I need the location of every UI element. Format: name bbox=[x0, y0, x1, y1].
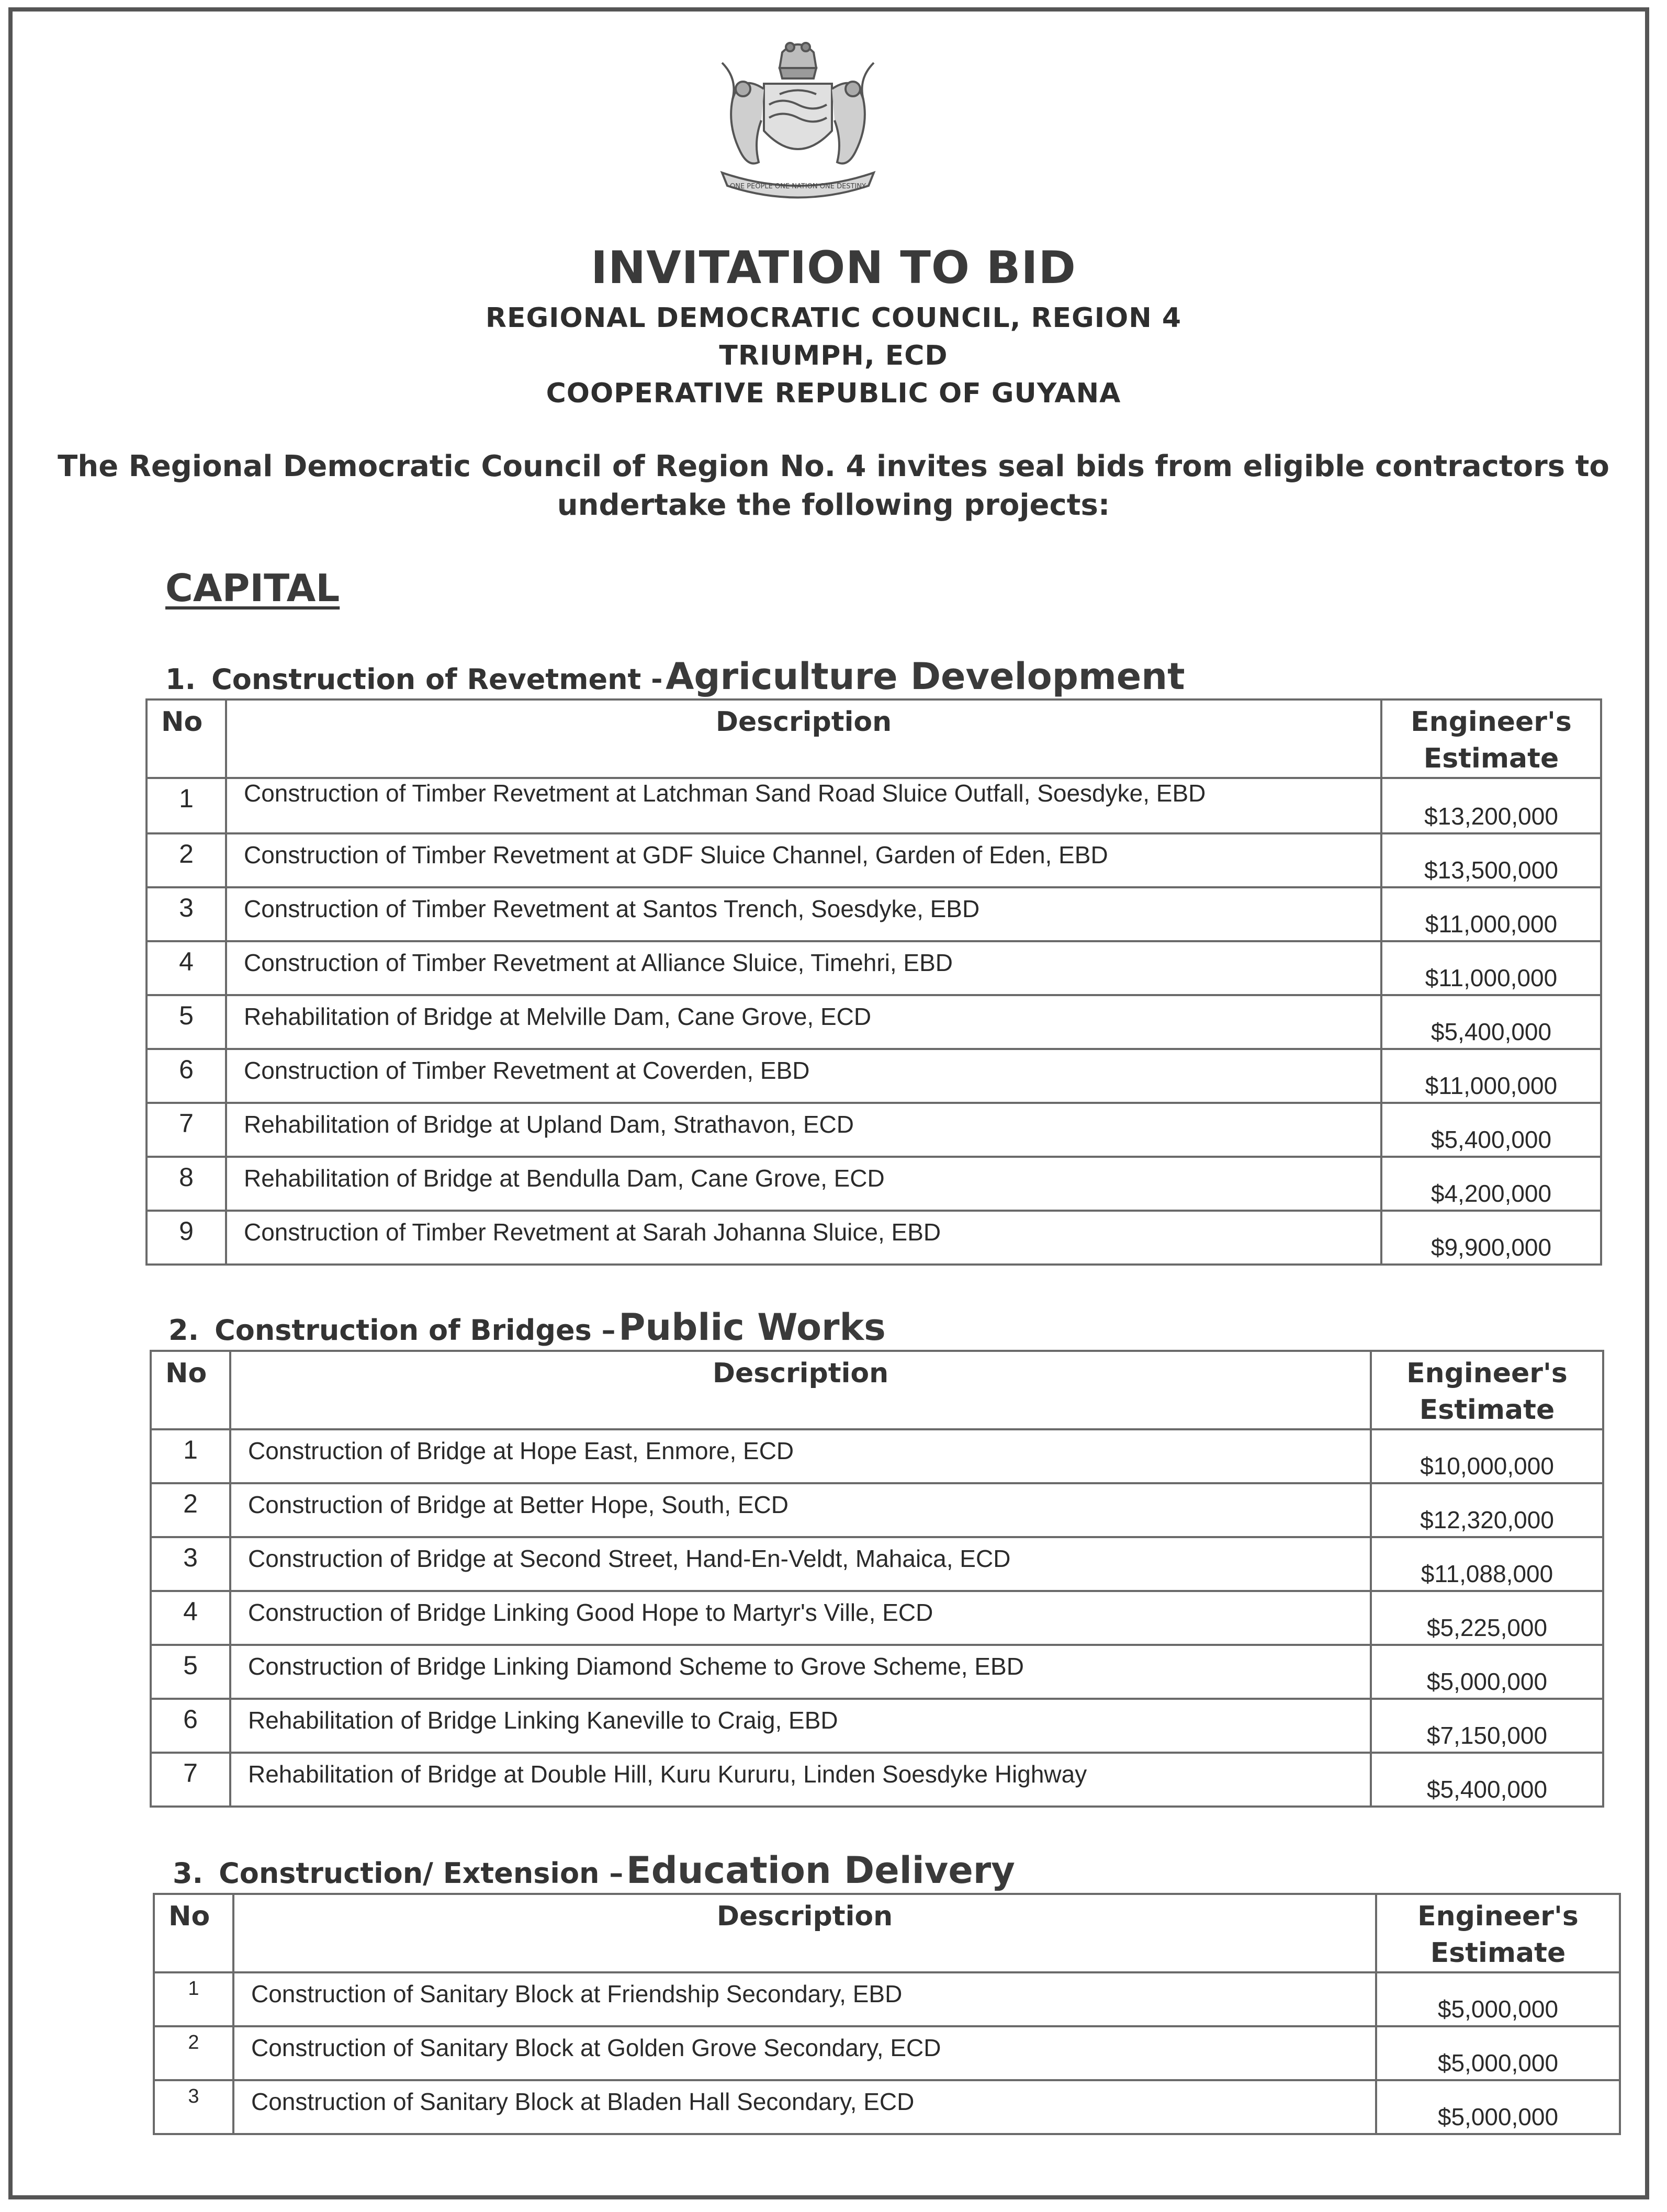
row-estimate: $13,200,000 bbox=[1381, 778, 1601, 833]
section-label: Construction/ Extension – bbox=[219, 1857, 624, 1890]
table-header-row bbox=[154, 1894, 1620, 1972]
section-2-title bbox=[168, 1306, 886, 1349]
section-3-title bbox=[173, 1849, 1015, 1892]
row-estimate: $5,400,000 bbox=[1381, 1103, 1601, 1157]
row-description: Rehabilitation of Bridge Linking Kaneville to Craig, EBD bbox=[230, 1699, 1371, 1753]
row-description: Rehabilitation of Bridge at Bendulla Dam, Cane Grove, ECD bbox=[226, 1157, 1381, 1211]
column-header-no: No bbox=[154, 1894, 233, 1972]
section-number: 1. bbox=[165, 663, 196, 696]
table-row bbox=[151, 1537, 1603, 1591]
row-number: 3 bbox=[154, 2080, 233, 2134]
column-header-description: Description bbox=[230, 1351, 1371, 1429]
row-number: 7 bbox=[147, 1103, 226, 1157]
row-estimate: $7,150,000 bbox=[1371, 1699, 1603, 1753]
column-header-no: No bbox=[147, 699, 226, 778]
page-title: INVITATION TO BID bbox=[591, 242, 1076, 294]
column-header-description: Description bbox=[233, 1894, 1376, 1972]
row-number: 6 bbox=[147, 1049, 226, 1103]
row-estimate: $5,000,000 bbox=[1376, 1972, 1620, 2026]
agriculture-bid-table bbox=[145, 698, 1602, 1266]
table-row bbox=[151, 1753, 1603, 1807]
council-name: REGIONAL DEMOCRATIC COUNCIL, REGION 4 bbox=[485, 302, 1182, 334]
row-number: 4 bbox=[151, 1591, 230, 1645]
table-row bbox=[151, 1645, 1603, 1699]
table-row bbox=[147, 1049, 1601, 1103]
table-row bbox=[147, 941, 1601, 995]
section-number: 3. bbox=[173, 1857, 204, 1890]
section-label: Construction of Revetment - bbox=[211, 663, 663, 696]
council-location: TRIUMPH, ECD bbox=[719, 340, 948, 371]
column-header-description: Description bbox=[226, 699, 1381, 778]
section-department: Agriculture Development bbox=[666, 655, 1185, 698]
row-description: Rehabilitation of Bridge at Upland Dam, Strathavon, ECD bbox=[226, 1103, 1381, 1157]
column-header-estimate: Engineer's Estimate bbox=[1381, 699, 1601, 778]
intro-paragraph bbox=[31, 447, 1636, 525]
row-estimate: $5,000,000 bbox=[1371, 1645, 1603, 1699]
row-description: Construction of Timber Revetment at GDF Sluice Channel, Garden of Eden, EBD bbox=[226, 833, 1381, 887]
table-row bbox=[151, 1591, 1603, 1645]
column-header-estimate: Engineer's Estimate bbox=[1376, 1894, 1620, 1972]
row-number: 1 bbox=[151, 1429, 230, 1483]
row-estimate: $13,500,000 bbox=[1381, 833, 1601, 887]
intro-line-2: undertake the following projects: bbox=[557, 488, 1110, 522]
row-description: Construction of Bridge at Second Street, Hand-En-Veldt, Mahaica, ECD bbox=[230, 1537, 1371, 1591]
row-estimate: $5,000,000 bbox=[1376, 2080, 1620, 2134]
table-header-row bbox=[151, 1351, 1603, 1429]
row-description: Construction of Timber Revetment at Latchman Sand Road Sluice Outfall, Soesdyke, EBD bbox=[226, 778, 1381, 833]
table-row bbox=[147, 1103, 1601, 1157]
row-number: 1 bbox=[154, 1972, 233, 2026]
table-row bbox=[147, 995, 1601, 1049]
row-description: Rehabilitation of Bridge at Double Hill, Kuru Kururu, Linden Soesdyke Highway bbox=[230, 1753, 1371, 1807]
country-name: COOPERATIVE REPUBLIC OF GUYANA bbox=[546, 378, 1121, 409]
intro-line-1: The Regional Democratic Council of Region No. 4 invites seal bids from eligible contractors to bbox=[58, 449, 1609, 483]
row-description: Construction of Sanitary Block at Friendship Secondary, EBD bbox=[233, 1972, 1376, 2026]
row-description: Construction of Bridge Linking Good Hope to Martyr's Ville, ECD bbox=[230, 1591, 1371, 1645]
row-number: 3 bbox=[147, 887, 226, 941]
row-description: Construction of Bridge at Hope East, Enmore, ECD bbox=[230, 1429, 1371, 1483]
row-description: Construction of Bridge at Better Hope, South, ECD bbox=[230, 1483, 1371, 1537]
row-number: 1 bbox=[147, 778, 226, 833]
section-label: Construction of Bridges – bbox=[215, 1314, 616, 1347]
row-estimate: $11,088,000 bbox=[1371, 1537, 1603, 1591]
table-row bbox=[147, 833, 1601, 887]
table-row bbox=[154, 2080, 1620, 2134]
row-number: 3 bbox=[151, 1537, 230, 1591]
coat-of-arms-emblem bbox=[691, 31, 905, 204]
row-estimate: $4,200,000 bbox=[1381, 1157, 1601, 1211]
row-estimate: $5,400,000 bbox=[1371, 1753, 1603, 1807]
row-number: 8 bbox=[147, 1157, 226, 1211]
table-row bbox=[147, 778, 1601, 833]
table-header-row bbox=[147, 699, 1601, 778]
row-description: Construction of Sanitary Block at Golden Grove Secondary, ECD bbox=[233, 2026, 1376, 2080]
row-number: 4 bbox=[147, 941, 226, 995]
row-number: 5 bbox=[151, 1645, 230, 1699]
education-bid-table bbox=[153, 1893, 1621, 2135]
row-description: Construction of Timber Revetment at Alliance Sluice, Timehri, EBD bbox=[226, 941, 1381, 995]
row-number: 2 bbox=[151, 1483, 230, 1537]
svg-text:ONE PEOPLE ONE NATION ONE DEST: ONE PEOPLE ONE NATION ONE DESTINY bbox=[729, 183, 866, 190]
section-number: 2. bbox=[168, 1314, 199, 1347]
row-estimate: $5,225,000 bbox=[1371, 1591, 1603, 1645]
table-row bbox=[147, 887, 1601, 941]
category-heading: CAPITAL bbox=[165, 566, 340, 610]
row-description: Construction of Timber Revetment at Sarah Johanna Sluice, EBD bbox=[226, 1211, 1381, 1265]
row-estimate: $5,000,000 bbox=[1376, 2026, 1620, 2080]
table-row bbox=[151, 1699, 1603, 1753]
row-number: 6 bbox=[151, 1699, 230, 1753]
table-row bbox=[151, 1483, 1603, 1537]
row-description: Construction of Bridge Linking Diamond Scheme to Grove Scheme, EBD bbox=[230, 1645, 1371, 1699]
row-estimate: $10,000,000 bbox=[1371, 1429, 1603, 1483]
table-row bbox=[151, 1429, 1603, 1483]
row-number: 2 bbox=[154, 2026, 233, 2080]
row-number: 7 bbox=[151, 1753, 230, 1807]
section-1-title bbox=[165, 655, 1185, 698]
section-department: Public Works bbox=[618, 1306, 886, 1349]
row-estimate: $11,000,000 bbox=[1381, 887, 1601, 941]
row-description: Construction of Timber Revetment at Santos Trench, Soesdyke, EBD bbox=[226, 887, 1381, 941]
column-header-estimate: Engineer's Estimate bbox=[1371, 1351, 1603, 1429]
row-number: 5 bbox=[147, 995, 226, 1049]
table-row bbox=[147, 1157, 1601, 1211]
section-department: Education Delivery bbox=[626, 1849, 1015, 1892]
public-works-bid-table bbox=[150, 1350, 1604, 1808]
row-estimate: $5,400,000 bbox=[1381, 995, 1601, 1049]
column-header-no: No bbox=[151, 1351, 230, 1429]
table-row bbox=[147, 1211, 1601, 1265]
row-number: 2 bbox=[147, 833, 226, 887]
row-estimate: $11,000,000 bbox=[1381, 1049, 1601, 1103]
row-description: Construction of Sanitary Block at Bladen Hall Secondary, ECD bbox=[233, 2080, 1376, 2134]
row-estimate: $9,900,000 bbox=[1381, 1211, 1601, 1265]
row-description: Rehabilitation of Bridge at Melville Dam, Cane Grove, ECD bbox=[226, 995, 1381, 1049]
row-estimate: $12,320,000 bbox=[1371, 1483, 1603, 1537]
table-row bbox=[154, 2026, 1620, 2080]
row-number: 9 bbox=[147, 1211, 226, 1265]
row-description: Construction of Timber Revetment at Coverden, EBD bbox=[226, 1049, 1381, 1103]
row-estimate: $11,000,000 bbox=[1381, 941, 1601, 995]
table-row bbox=[154, 1972, 1620, 2026]
